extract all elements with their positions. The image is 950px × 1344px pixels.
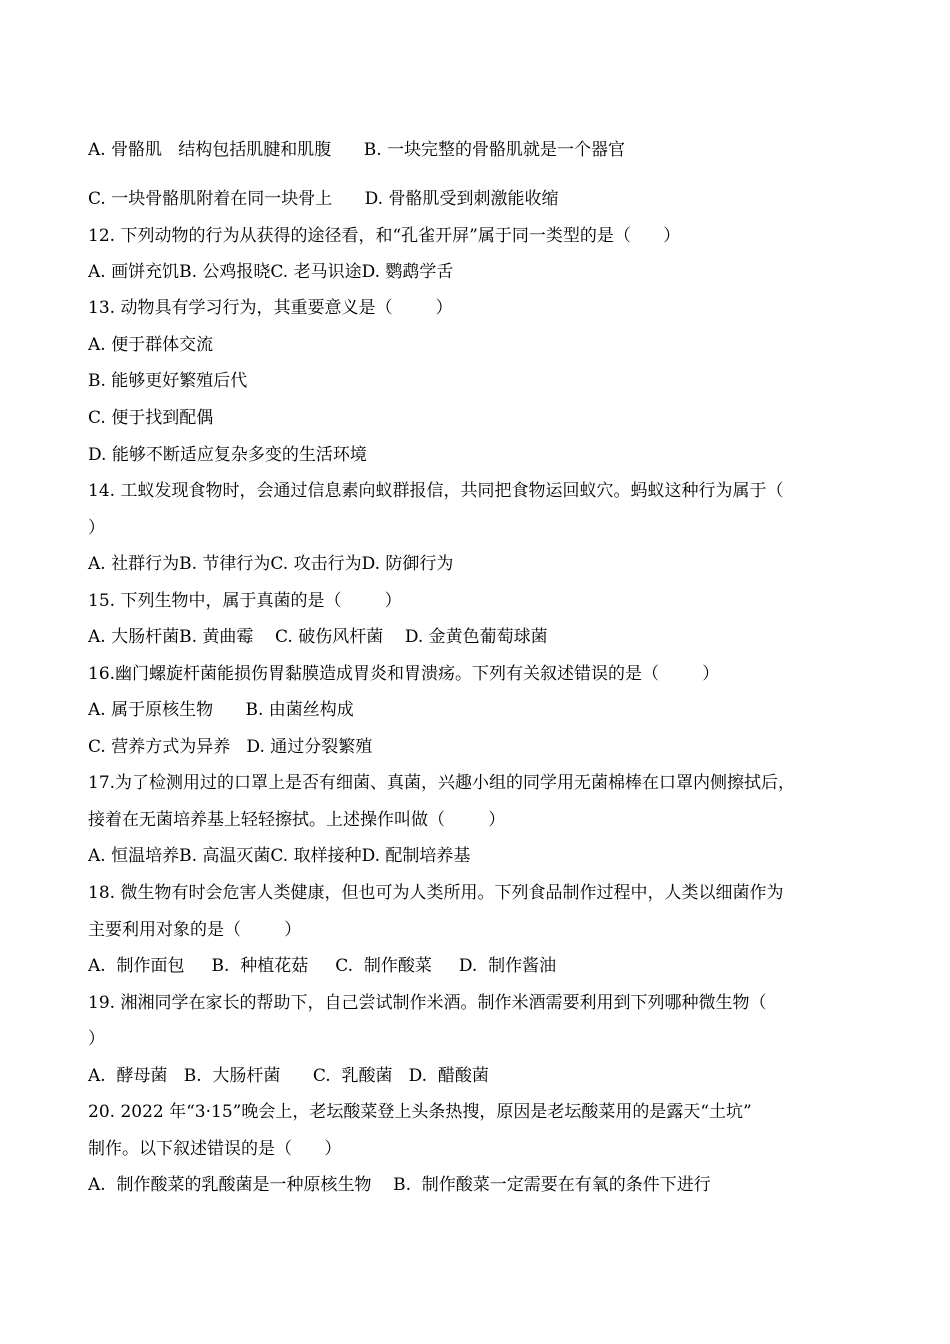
q17-options: A. 恒温培养B. 高温灭菌C. 取样接种D. 配制培养基 <box>88 846 471 866</box>
q19-stem: 19. 湘湘同学在家长的帮助下，自己尝试制作米酒。制作米酒需要利用到下列哪种微生物（ <box>88 993 767 1013</box>
q19-options: A. 酵母菌 B. 大肠杆菌 C. 乳酸菌 D. 醋酸菌 <box>88 1066 489 1086</box>
q20-stem-cont: 制作。以下叙述错误的是（ ） <box>88 1139 342 1159</box>
q14-stem: 14. 工蚁发现食物时，会通过信息素向蚁群报信，共同把食物运回蚁穴。蚂蚁这种行为属于（ <box>88 481 784 501</box>
q15-stem: 15. 下列生物中，属于真菌的是（ ） <box>88 591 402 611</box>
q16-stem: 16.幽门螺旋杆菌能损伤胃黏膜造成胃炎和胃溃疡。下列有关叙述错误的是（ ） <box>88 664 720 684</box>
q13-option-c: C. 便于找到配偶 <box>88 408 214 428</box>
q20-options-ab: A. 制作酸菜的乳酸菌是一种原核生物 B. 制作酸菜一定需要在有氧的条件下进行 <box>88 1175 711 1195</box>
q12-options: A. 画饼充饥B. 公鸡报晓C. 老马识途D. 鹦鹉学舌 <box>88 262 454 282</box>
q13-option-a: A. 便于群体交流 <box>88 335 214 355</box>
q13-option-d: D. 能够不断适应复杂多变的生活环境 <box>88 445 367 465</box>
q19-stem-cont: ） <box>88 1029 105 1049</box>
q17-stem: 17.为了检测用过的口罩上是否有细菌、真菌，兴趣小组的同学用无菌棉棒在口罩内侧擦拭后， <box>88 773 796 793</box>
q15-options: A. 大肠杆菌B. 黄曲霉 C. 破伤风杆菌 D. 金黄色葡萄球菌 <box>88 627 548 647</box>
q11-options-cd: C. 一块骨骼肌附着在同一块骨上 D. 骨骼肌受到刺激能收缩 <box>88 189 559 209</box>
q11-options-ab: A. 骨骼肌 结构包括肌腱和肌腹 B. 一块完整的骨骼肌就是一个器官 <box>88 140 626 160</box>
q14-options: A. 社群行为B. 节律行为C. 攻击行为D. 防御行为 <box>88 554 454 574</box>
q17-stem-cont: 接着在无菌培养基上轻轻擦拭。上述操作叫做（ ） <box>88 810 506 830</box>
q18-options: A. 制作面包 B. 种植花菇 C. 制作酸菜 D. 制作酱油 <box>88 956 557 976</box>
q16-options-cd: C. 营养方式为异养 D. 通过分裂繁殖 <box>88 737 373 757</box>
q16-options-ab: A. 属于原核生物 B. 由菌丝构成 <box>88 700 354 720</box>
q14-stem-cont: ） <box>88 518 105 538</box>
q12-stem: 12. 下列动物的行为从获得的途径看，和“孔雀开屏”属于同一类型的是（ ） <box>88 226 681 246</box>
q13-option-b: B. 能够更好繁殖后代 <box>88 371 248 391</box>
q20-stem: 20. 2022 年“3·15”晚会上，老坛酸菜登上头条热搜，原因是老坛酸菜用的是露天“土坑” <box>88 1102 752 1122</box>
q18-stem-cont: 主要利用对象的是（ ） <box>88 920 302 940</box>
q18-stem: 18. 微生物有时会危害人类健康，但也可为人类所用。下列食品制作过程中，人类以细菌作为 <box>88 883 784 903</box>
q13-stem: 13. 动物具有学习行为，其重要意义是（ ） <box>88 298 453 318</box>
